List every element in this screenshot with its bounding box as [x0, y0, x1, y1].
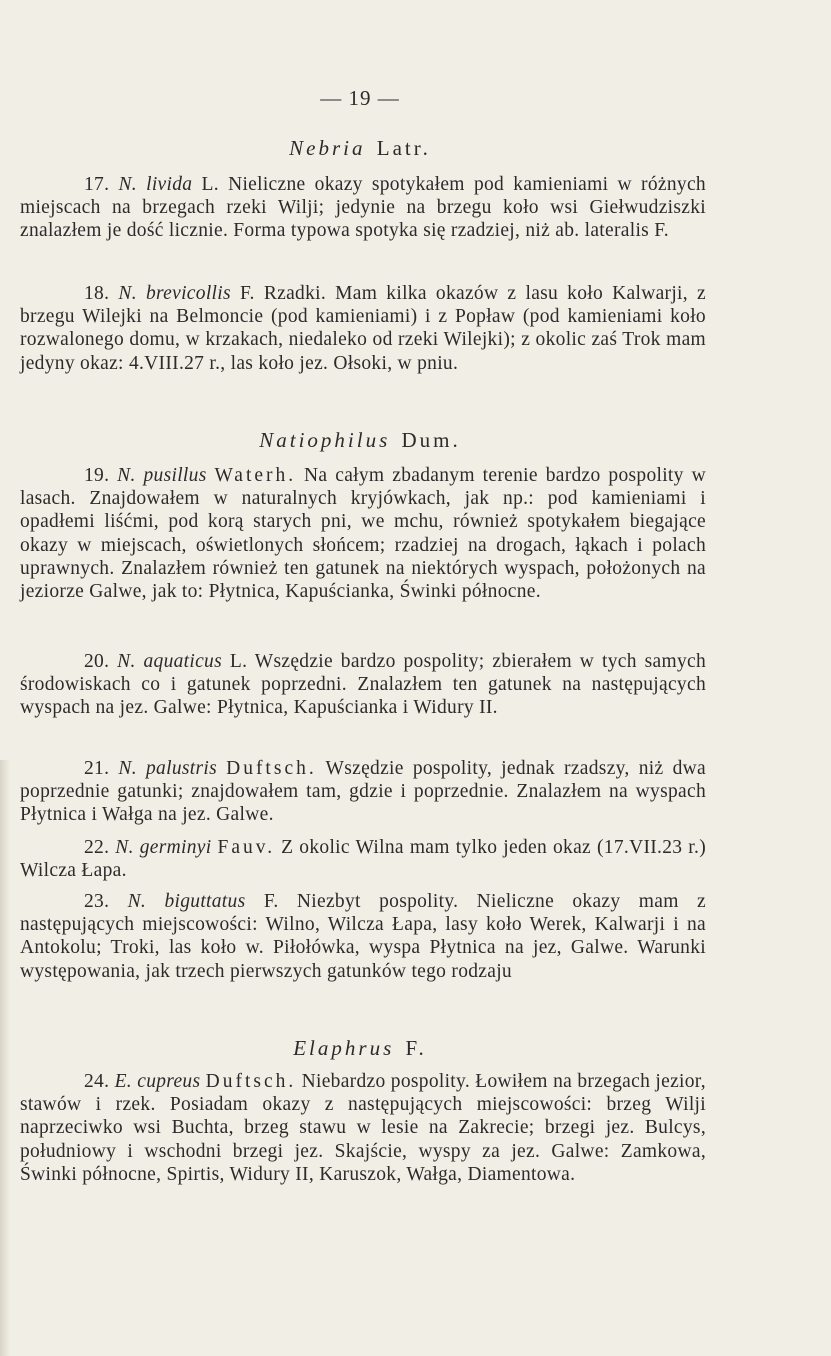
entry-text: Nieliczne okazy spotykałem pod kamieniami w różnych miejscach na brzegach rzeki Wilji; jedynie na brzegu koło wsi Giełwudziszki znalazłem je dość licznie. Forma typowa spotyka się rzadziej, niż ab. lateralis F. [20, 174, 706, 242]
species-author: Duftsch. [226, 758, 317, 779]
genus-heading-nebria [0, 136, 720, 161]
species-entry-20 [20, 650, 706, 720]
entry-text: Z okolic Wilna mam tylko jeden okaz (17.VII.23 r.) Wilcza Łapa. [20, 837, 706, 882]
entry-text: Rzadki. Mam kilka okazów z lasu koło Kalwarji, z brzegu Wilejki na Belmoncie (pod kamieniami) i z Popław (pod kamieniami koło rozwalonego domu, w krzakach, niedaleko od rzeki Wilejki); z okolic zaś Trok mam jedyny okaz: 4.VIII.27 r., las koło jez. Ołsoki, w pniu. [20, 283, 706, 374]
entry-text: Niezbyt pospolity. Nieliczne okazy mam z następujących miejscowości: Wilno, Wilcza Łapa, lasy koło Werek, Kalwarji i na Antokolu; Troki, las koło w. Piłołówka, wyspa Płytnica na jez, Galwe. Warunki występowania, jak trzech pierwszych gatunków tego rodzaju [20, 891, 706, 982]
entry-number: 23. [84, 891, 110, 912]
species-entry-17 [20, 173, 706, 243]
entry-text: Wszędzie bardzo pospolity; zbierałem w tych samych środowiskach co i gatunek poprzedni. Znalazłem ten gatunek na następujących wyspach na jez. Galwe: Płytnica, Kapuścianka i Widury II. [20, 651, 706, 719]
species-author: Duftsch. [205, 1071, 297, 1092]
species-entry-23 [20, 890, 706, 983]
species-name: N. brevicollis [118, 283, 231, 304]
genus-name: Nebria [289, 136, 366, 160]
species-author: Waterh. [214, 465, 297, 486]
species-entry-24 [20, 1070, 706, 1186]
species-entry-21 [20, 757, 706, 827]
entry-text: Niebardzo pospolity. Łowiłem na brzegach jezior, stawów i rzek. Posiadam okazy z następujących miejscowości: brzeg Wilji naprzeciwko wsi Buchta, brzeg stawu w lesie na Zakrecie; brzegi jez. Bulcys, południowy i wschodni brzegi jez. Skajście, wyspy za jez. Galwe: Zamkowa, Świnki północne, Spirtis, Widury II, Karuszok, Wałga, Diamentowa. [20, 1071, 706, 1185]
species-entry-18 [20, 282, 706, 375]
species-entry-22 [20, 836, 706, 882]
species-author: F. [263, 891, 279, 912]
species-name: N. biguttatus [127, 891, 246, 912]
species-name: N. palustris [118, 758, 217, 779]
species-author: Fauv. [217, 837, 276, 858]
entry-text: Na całym zbadanym terenie bardzo pospolity w lasach. Znajdowałem w naturalnych kryjówkach, jak np.: pod kamieniami i opadłemi liśćmi, pod korą starych pni, we mchu, również spotykałem biegające okazy w miejscach, oświetlonych słońcem; rzadziej na drogach, łąkach i polach uprawnych. Znalazłem również ten gatunek na niektórych wyspach, położonych na jeziorze Galwe, jak to: Płytnica, Kapuścianka, Świnki północne. [20, 465, 706, 603]
entry-text: Wszędzie pospolity, jednak rzadszy, niż dwa poprzednie gatunki; znajdowałem tam, gdzie i poprzednie. Znalazłem na wyspach Płytnica i Wałga na jez. Galwe. [20, 758, 706, 826]
species-name: E. cupreus [114, 1071, 201, 1092]
species-author: L. [229, 651, 248, 672]
page-number: — 19 — [320, 86, 400, 110]
entry-number: 19. [84, 465, 110, 486]
species-name: N. pusillus [117, 465, 207, 486]
entry-number: 21. [84, 758, 110, 779]
species-author: F. [239, 283, 255, 304]
genus-author: F. [405, 1036, 427, 1060]
species-name: N. livida [118, 174, 193, 195]
entry-number: 18. [84, 283, 110, 304]
entry-number: 22. [84, 837, 110, 858]
entry-number: 20. [84, 651, 110, 672]
species-entry-19 [20, 464, 706, 603]
species-name: N. aquaticus [117, 651, 223, 672]
species-author: L. [201, 174, 219, 195]
genus-heading-elaphrus [0, 1036, 720, 1061]
genus-name: Elaphrus [293, 1036, 395, 1060]
genus-name: Natiophilus [259, 428, 391, 452]
species-name: N. germinyi [115, 837, 212, 858]
entry-number: 24. [84, 1071, 110, 1092]
genus-author: Latr. [376, 136, 431, 160]
genus-heading-natiophilus [0, 428, 720, 453]
genus-author: Dum. [401, 428, 461, 452]
entry-number: 17. [84, 174, 110, 195]
